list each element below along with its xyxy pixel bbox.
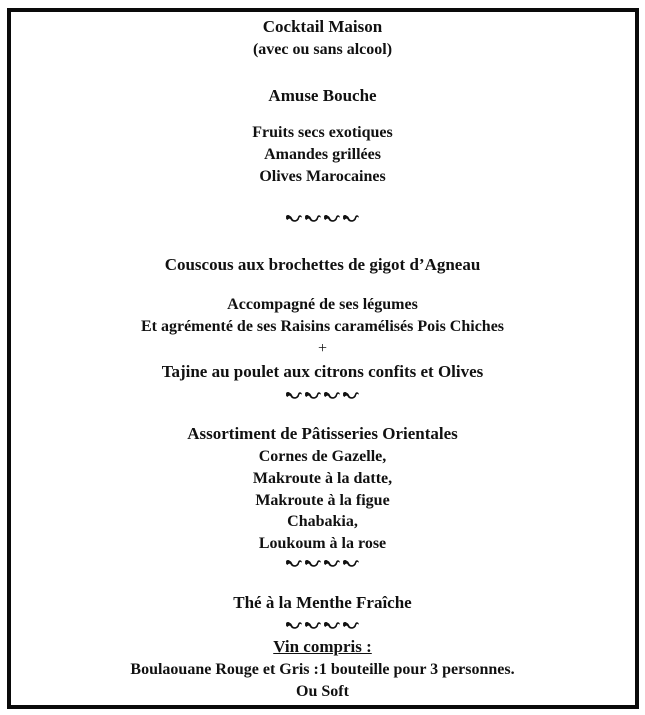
dessert-item: Chabakia, <box>287 513 358 530</box>
fleuron-divider-icon <box>0 557 645 569</box>
amuse-bouche-item: Amandes grillées <box>264 146 381 163</box>
main-course-detail: Accompagné de ses légumes <box>227 296 418 313</box>
fleuron-divider-icon <box>0 619 645 631</box>
dessert-item: Loukoum à la rose <box>258 535 387 552</box>
amuse-bouche-item: Fruits secs exotiques <box>252 124 393 141</box>
dessert-item: Cornes de Gazelle, <box>258 448 387 465</box>
dessert-item: Makroute à la datte, <box>252 470 393 487</box>
amuse-bouche-item: Olives Marocaines <box>259 168 386 185</box>
second-dish-title: Tajine au poulet aux citrons confits et Olives <box>161 362 484 381</box>
amuse-bouche-title: Amuse Bouche <box>268 86 377 105</box>
fleuron-divider-icon <box>0 212 645 224</box>
dessert-title: Assortiment de Pâtisseries Orientales <box>187 424 458 443</box>
fleuron-divider-icon <box>0 389 645 401</box>
dessert-item: Makroute à la figue <box>255 492 390 509</box>
wine-alternative: Ou Soft <box>296 683 349 700</box>
wine-detail: Boulaouane Rouge et Gris :1 bouteille pour 3 personnes. <box>130 661 515 678</box>
main-course-detail: Et agrémenté de ses Raisins caramélisés Pois Chiches <box>140 318 505 335</box>
cocktail-title: Cocktail Maison <box>262 17 383 36</box>
plus-separator: + <box>317 340 328 357</box>
main-course-title: Couscous aux brochettes de gigot d’Agneau <box>164 255 481 274</box>
cocktail-subtitle: (avec ou sans alcool) <box>252 41 393 58</box>
tea-title: Thé à la Menthe Fraîche <box>233 593 412 612</box>
wine-title: Vin compris : <box>273 637 372 656</box>
